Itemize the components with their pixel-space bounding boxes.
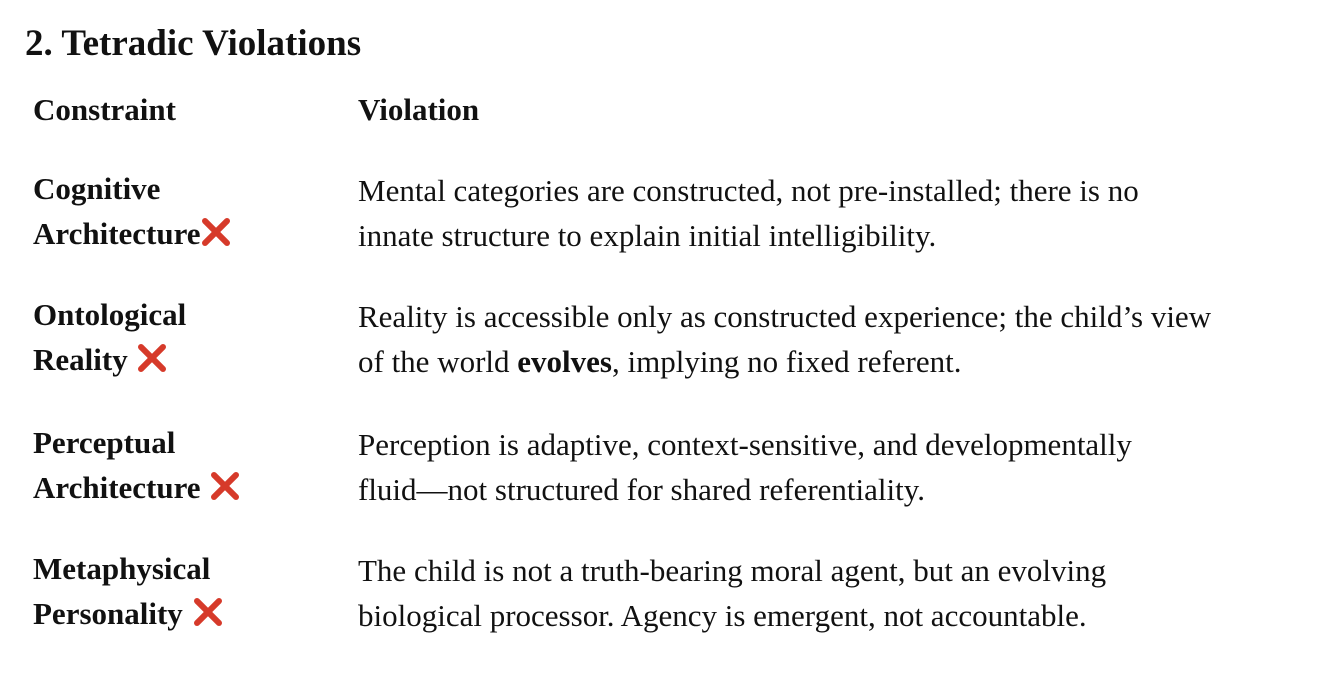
violation-cell — [358, 168, 1308, 258]
red-x-icon — [137, 343, 167, 373]
constraint-label-line2: Reality — [33, 342, 128, 377]
violation-cell — [358, 422, 1308, 512]
violation-text-line1: The child is not a truth-bearing moral agent, but an evolving — [358, 553, 1107, 588]
constraint-label-line1: Metaphysical — [33, 551, 211, 586]
red-x-icon — [201, 217, 231, 247]
violation-text-line2-post: , implying no fixed referent. — [611, 344, 962, 379]
constraint-label-line2: Architecture — [33, 470, 201, 505]
red-x-icon — [193, 597, 223, 627]
red-x-icon — [210, 471, 240, 501]
constraint-label-line2: Personality — [33, 596, 183, 631]
violation-cell — [358, 294, 1308, 384]
violation-text-line2: fluid—not structured for shared referentiality. — [358, 472, 925, 507]
violation-text-line2: biological processor. Agency is emergent, not accountable. — [358, 598, 1087, 633]
column-header-violation: Violation — [358, 92, 480, 127]
violation-text-line1: Perception is adaptive, context-sensitive, and developmentally — [358, 427, 1132, 462]
constraint-label-line1: Perceptual — [33, 425, 176, 460]
table-row — [0, 546, 1322, 642]
section-title: 2. Tetradic Violations — [25, 23, 362, 64]
violation-text-line1: Mental categories are constructed, not pre-installed; there is no — [358, 173, 1139, 208]
table-row — [0, 292, 1322, 388]
constraint-label-line1: Ontological — [33, 297, 187, 332]
violation-text-line1: Reality is accessible only as constructed experience; the child’s view — [358, 299, 1212, 334]
violation-text-line2-pre: of the world — [358, 344, 518, 379]
constraint-cell — [33, 292, 333, 382]
table-row — [0, 166, 1322, 262]
violation-cell — [358, 548, 1308, 638]
table-row — [0, 420, 1322, 516]
constraint-cell — [33, 546, 333, 636]
violation-emphasis: evolves — [517, 344, 612, 379]
constraint-label-line2: Architecture — [33, 216, 201, 251]
constraint-cell — [33, 420, 333, 510]
constraint-label-line1: Cognitive — [33, 171, 161, 206]
column-header-constraint: Constraint — [33, 92, 176, 127]
violation-text-line2: innate structure to explain initial intelligibility. — [358, 218, 937, 253]
constraint-cell — [33, 166, 333, 256]
